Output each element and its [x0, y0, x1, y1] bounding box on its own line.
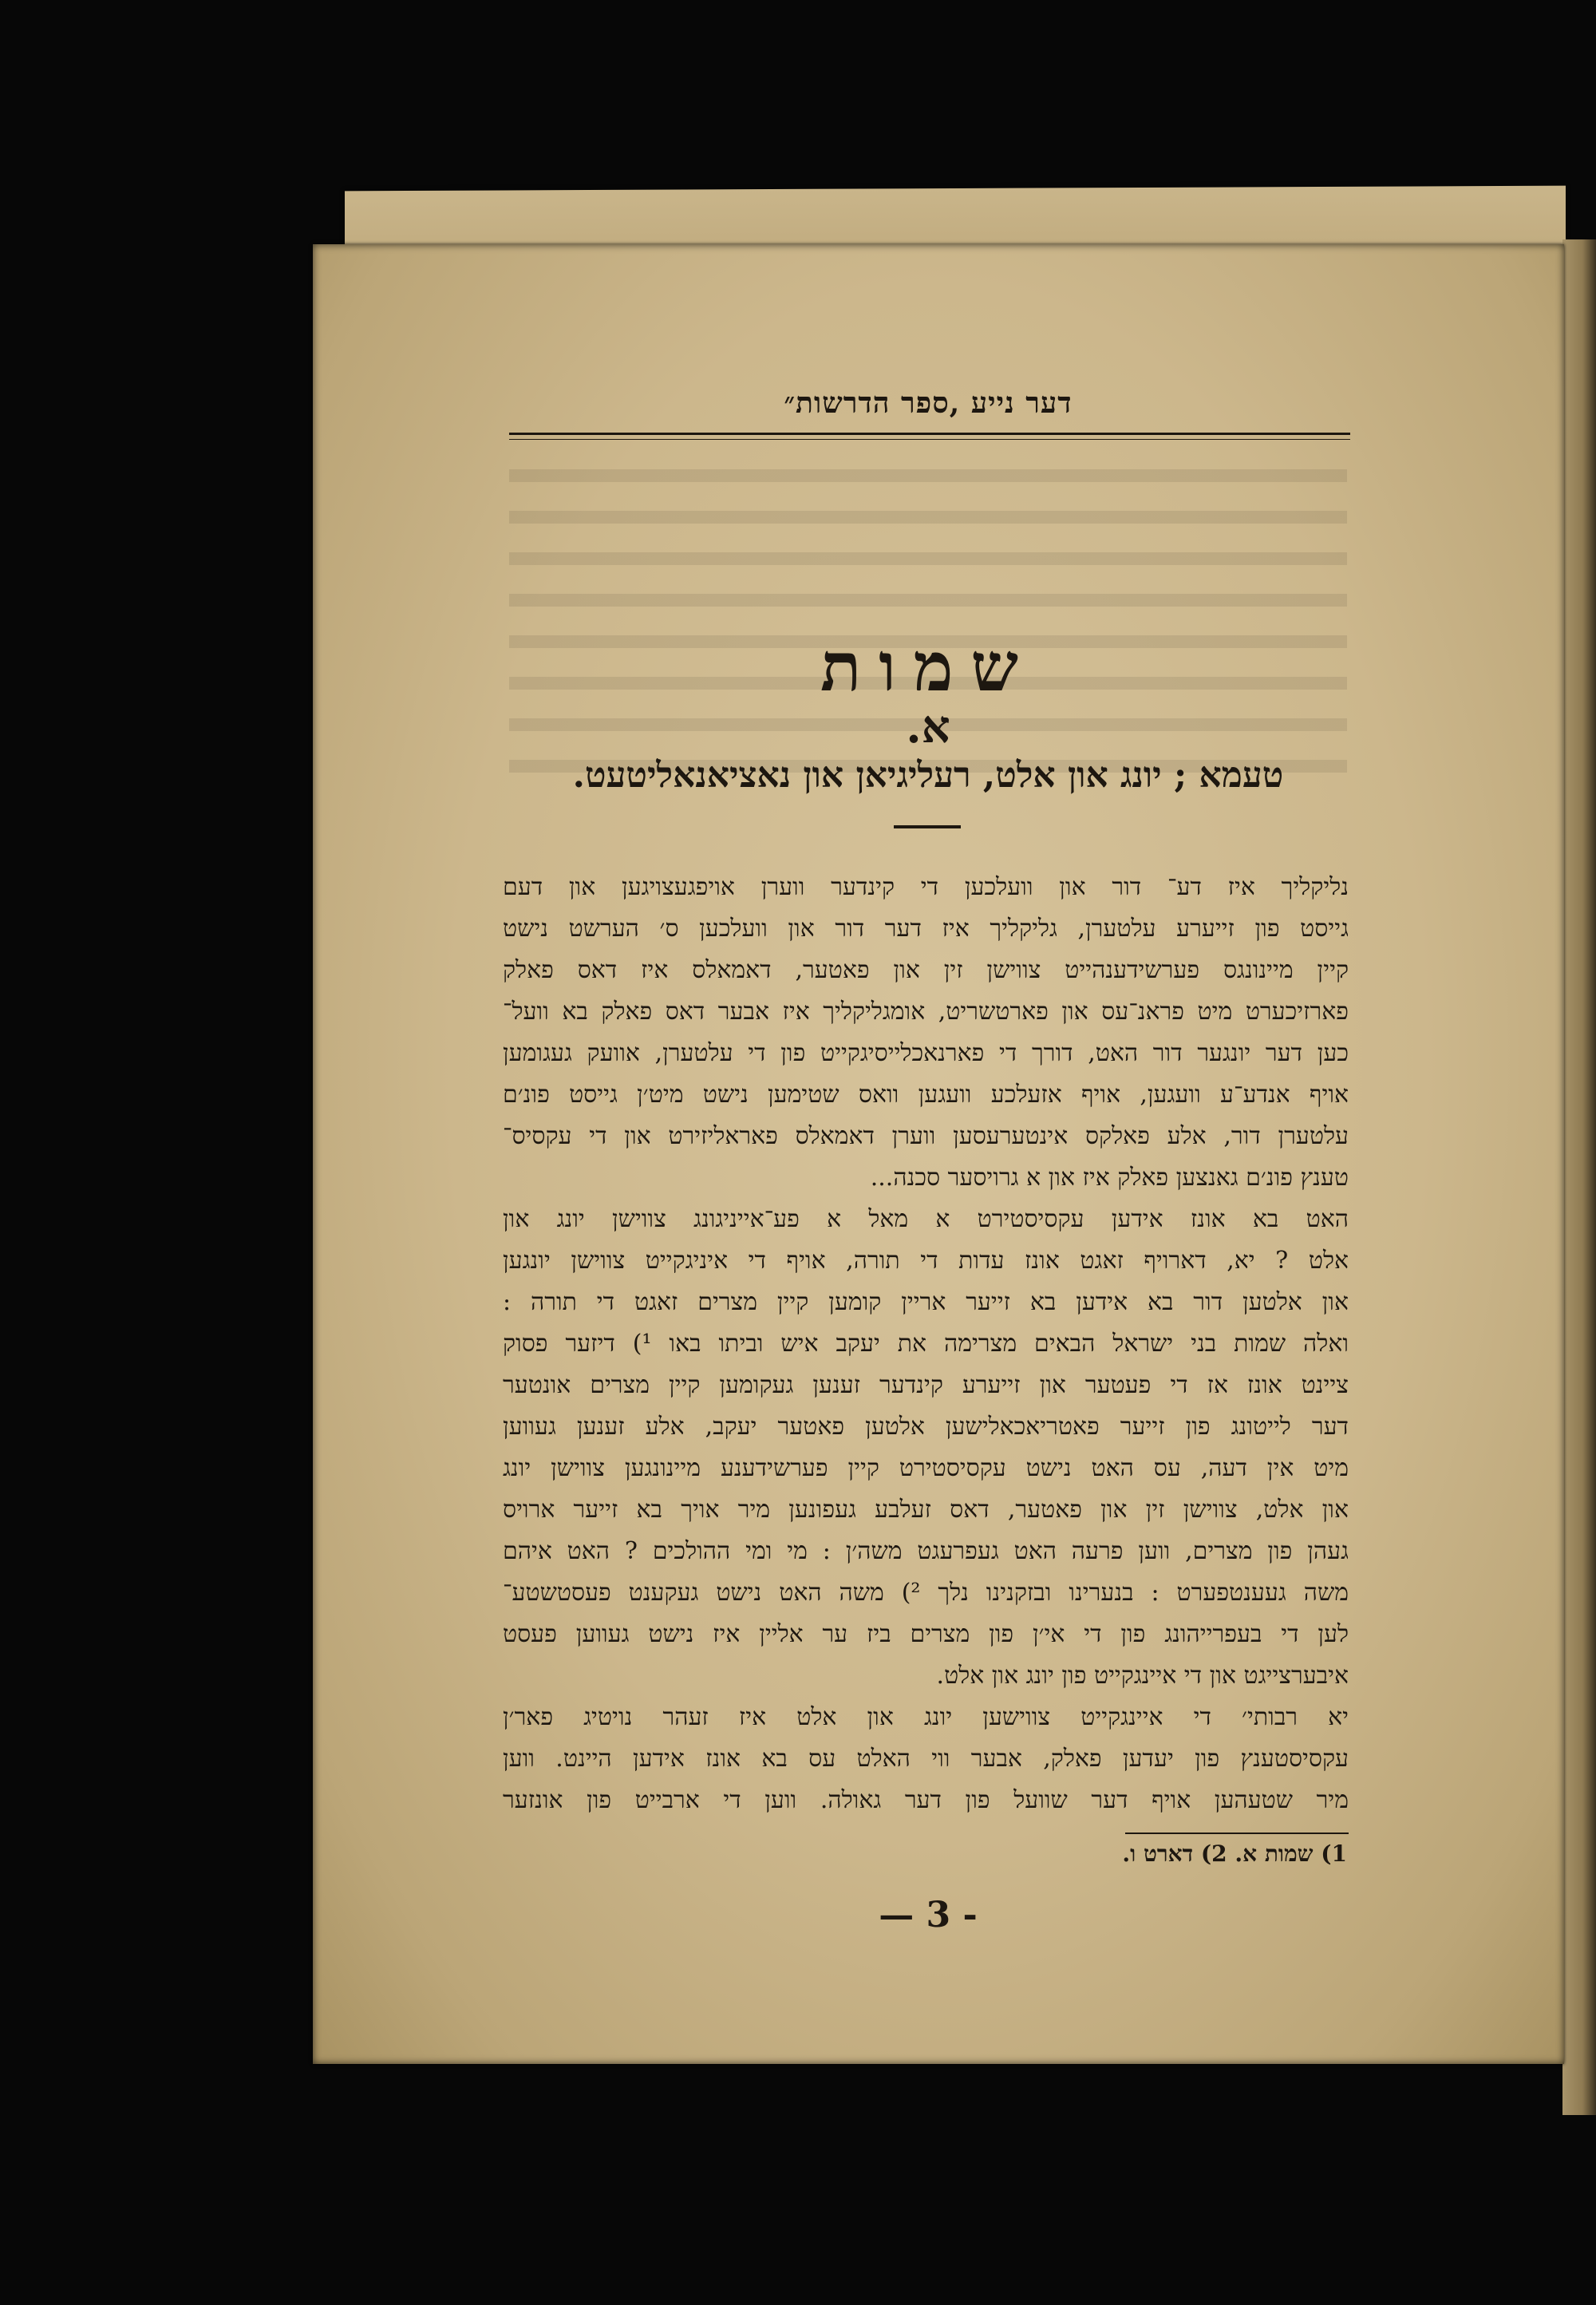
running-head: דער נייע ,ספר הדרשות״ [784, 386, 1073, 420]
text-line: משה געענטפערט : בנערינו ובזקנינו נלך ²) משה האט נישט געקענט פעסטשטע־ [503, 1579, 1349, 1607]
text-line: האט בא אונז אידען עקסיסטירט א מאל א פע־אייניגונג צווישן יונג און [503, 1205, 1349, 1233]
page-number: — 3 - [879, 1895, 978, 1935]
text-line: גייסט פון זייערע עלטערן, גליקליך איז דער דור און וועלכען ס׳ הערשט נישט [503, 915, 1349, 943]
book-page [313, 244, 1564, 2064]
text-line: פארזיכערט מיט פראנ־עס און פארטשריט, אומגליקליך איז אבער דאס פאלק בא וועל־ [503, 998, 1349, 1026]
next-leaf-edge [1562, 239, 1596, 2115]
text-line: דער לייטונג פון זייער פאטריאכאלישען אלטען פאטער יעקב, אלע זענען געווען [503, 1413, 1349, 1441]
text-line: מיר שטעהען אויף דער שוועל פון דער גאולה. ווען די ארבייט פון אונזער [503, 1786, 1349, 1814]
text-line: געהן פון מצרים, ווען פרעה האט געפרעגט משה׳ן : מי ומי ההולכים ? האט איהם [503, 1537, 1349, 1565]
header-rule-thin [509, 439, 1350, 440]
text-line: כען דער יונגער דור האט, דורך די פארנאכלייסיגקייט פון די עלטערן, אוועק געגומען [503, 1039, 1349, 1067]
chapter-title: שמות [820, 627, 1036, 706]
text-line: קיין מיינונגס פערשידענהייט צווישן זין און פאטער, דאמאלס איז דאס פאלק [503, 956, 1349, 984]
body-text [503, 867, 1349, 1821]
footnote-rule [1125, 1833, 1349, 1834]
header-rule [509, 433, 1350, 435]
text-line: אלט ? יא, דארויף זאגט אונז עדות די תורה, אויף די איניגקייט צווישן יונגען [503, 1247, 1349, 1275]
text-line: עלטערן דור, אלע פאלקס אינטערעסען ווערן דאמאלס פאראליזירט און די עקסיס־ [503, 1122, 1349, 1150]
text-line: ציינט אונז אז די פעטער און זייערע קינדער זענען געקומען קיין מצרים אונטער [503, 1371, 1349, 1399]
text-line: נליקליך איז דע־ דור און וועלכען די קינדער ווערן אויפגעצויגען און דעם [503, 873, 1349, 901]
text-line: לען די בעפרייהונג פון די אי׳ן פון מצרים ביז ער אליין איז נישט געווען פעסט [503, 1620, 1349, 1648]
text-line: יא רבותי׳ די איינגקייט צווישען יונג און אלט איז זעהר נויטיג פאר׳ן [503, 1703, 1349, 1731]
text-line: עקסיסטענץ פון יעדען פאלק, אבער ווי האלט עס בא אונז אידען היינט. ווען [503, 1745, 1349, 1773]
text-line: און אלט, צווישן זין און פאטער, דאס זעלבע געפונען מיר אויך בא זייער ארויס [503, 1496, 1349, 1524]
text-line: ואלה שמות בני ישראל הבאים מצרימה את יעקב איש וביתו באו ¹) דיזער פסוק [503, 1330, 1349, 1358]
section-divider [894, 825, 961, 828]
text-line: אויף אנדע־ע וועגען, אויף אזעלכע וועגען וואס שטימען נישט מיט׳ן גייסט פונ׳ם [503, 1081, 1349, 1109]
text-line: מיט אין דעה, עס האט נישט עקסיסטירט קיין פערשידענע מיינונגען צווישן יונג [503, 1454, 1349, 1482]
chapter-subtitle: טעמא ; יונג און אלט, רעליגיאן און נאציאנאליטעט. [572, 755, 1284, 796]
footnote: 1) שמות א. 2) דארט ו. [1122, 1840, 1347, 1867]
chapter-number: א. [906, 701, 950, 753]
text-line: און אלטען דור בא אידען בא זייער אריין קומען קיין מצרים זאגט די תורה : [503, 1288, 1349, 1316]
text-line: טענץ פונ׳ם גאנצען פאלק איז און א גרויסער סכנה... [870, 1164, 1349, 1192]
text-line: איבערצייגט און די איינגקייט פון יונג און אלט. [936, 1662, 1349, 1690]
